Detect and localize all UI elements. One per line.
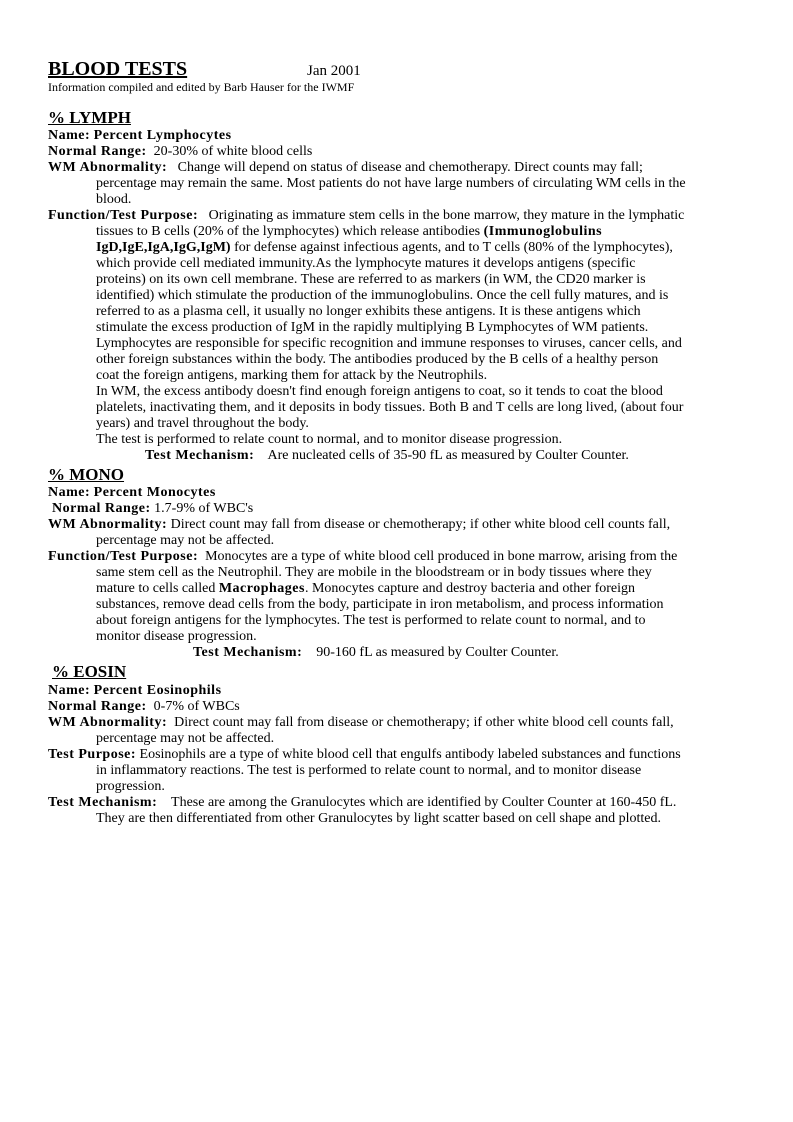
- value: Percent Monocytes: [93, 485, 216, 500]
- label: Test Purpose:: [48, 747, 137, 762]
- text-line: percentage may remain the same. Most patients do not have large numbers of circulating WM cells in the: [96, 176, 686, 191]
- text-line: blood.: [96, 192, 132, 207]
- text-line: percentage may not be affected.: [96, 731, 275, 746]
- text-line: [96, 581, 635, 597]
- text-line: [96, 224, 602, 240]
- name-row: [48, 128, 232, 144]
- text-line: In WM, the excess antibody doesn't find enough foreign antigens to coat, so it tends to coat the blood: [96, 384, 663, 399]
- range-row: [48, 699, 240, 715]
- label: Test Mechanism:: [145, 448, 255, 463]
- range-row: [52, 501, 253, 517]
- text-line: other foreign substances within the body. The antibodies produced by the B cells of a healthy person: [96, 352, 659, 367]
- section-heading: % LYMPH: [48, 108, 131, 127]
- name-row: [48, 485, 216, 501]
- text-line: coat the foreign antigens, marking them for attack by the Neutrophils.: [96, 368, 488, 383]
- text-line: Lymphocytes are responsible for specific recognition and immune responses to viruses, cancer cells, and: [96, 336, 682, 351]
- label: WM Abnormality:: [48, 715, 168, 730]
- text-line: years) and travel throughout the body.: [96, 416, 309, 431]
- text-line: identified) which stimulate the production of the immunoglobulins. Once the cell fully matures, and is: [96, 288, 669, 303]
- value: Percent Lymphocytes: [93, 128, 232, 143]
- bold-text: IgD,IgE,IgA,IgG,IgM): [96, 240, 231, 255]
- text-line: referred to as a plasma cell, it usually no longer exhibits these antigens. It is these antigens which: [96, 304, 641, 319]
- text: Direct count may fall from disease or chemotherapy; if other white blood cell counts fall,: [170, 517, 671, 532]
- text: for defense against infectious agents, and to T cells (80% of the lymphocytes),: [230, 240, 673, 255]
- label: Name:: [48, 485, 91, 500]
- label: WM Abnormality:: [48, 160, 168, 175]
- function-row: [48, 549, 677, 565]
- value: Percent Eosinophils: [93, 683, 222, 698]
- text-line: which provide cell mediated immunity.As the lymphocyte matures it develops antigens (specific: [96, 256, 636, 271]
- abnormality-row: [48, 715, 674, 731]
- value: 0-7% of WBCs: [153, 699, 240, 714]
- function-row: [48, 208, 684, 224]
- text: . Monocytes capture and destroy bacteria and other foreign: [304, 581, 636, 596]
- name-row: [48, 683, 222, 699]
- text-line: in inflammatory reactions. The test is performed to relate count to normal, and to monitor disease: [96, 763, 642, 778]
- text-line: substances, remove dead cells from the body, participate in iron metabolism, and process information: [96, 597, 664, 612]
- text-line: They are then differentiated from other Granulocytes by light scatter based on cell shape and plotted.: [96, 811, 661, 826]
- label: WM Abnormality:: [48, 517, 168, 532]
- section-heading: % EOSIN: [52, 662, 127, 681]
- text-line: platelets, inactivating them, and it deposits in body tissues. Both B and T cells are long lived, (about four: [96, 400, 684, 415]
- text-line: percentage may not be affected.: [96, 533, 275, 548]
- section-heading: % MONO: [48, 465, 125, 484]
- document-subtitle: Information compiled and edited by Barb Hauser for the IWMF: [48, 80, 355, 94]
- text-line: same stem cell as the Neutrophil. They are mobile in the bloodstream or in body tissues where they: [96, 565, 652, 580]
- text-line: progression.: [96, 779, 165, 794]
- text: tissues to B cells (20% of the lymphocytes) which release antibodies: [96, 224, 484, 239]
- text: mature to cells called: [96, 581, 219, 596]
- mechanism-row: [145, 448, 629, 464]
- value: 20-30% of white blood cells: [153, 144, 313, 159]
- label: Normal Range:: [52, 501, 151, 516]
- bold-text: (Immunoglobulins: [483, 224, 603, 239]
- text-line: [96, 240, 673, 256]
- text: Change will depend on status of disease and chemotherapy. Direct counts may fall;: [177, 160, 643, 175]
- text-line: stimulate the excess production of IgM in the rapidly multiplying B Lymphocytes of WM patients.: [96, 320, 649, 335]
- text: Monocytes are a type of white blood cell produced in bone marrow, arising from the: [205, 549, 678, 564]
- document-date: Jan 2001: [307, 63, 361, 79]
- label: Test Mechanism:: [48, 795, 158, 810]
- value: 1.7-9% of WBC's: [154, 501, 254, 516]
- label: Name:: [48, 128, 91, 143]
- label: Normal Range:: [48, 144, 147, 159]
- mechanism-row: [48, 795, 676, 811]
- label: Normal Range:: [48, 699, 147, 714]
- mechanism-row: [193, 645, 559, 661]
- text-line: The test is performed to relate count to normal, and to monitor disease progression.: [96, 432, 563, 447]
- label: Function/Test Purpose:: [48, 208, 199, 223]
- bold-text: Macrophages: [218, 581, 305, 596]
- value: Are nucleated cells of 35-90 fL as measured by Coulter Counter.: [267, 448, 629, 463]
- value: 90-160 fL as measured by Coulter Counter.: [316, 645, 559, 660]
- document-title: BLOOD TESTS: [48, 58, 188, 80]
- label: Name:: [48, 683, 91, 698]
- text-line: about foreign antigens for the lymphocytes. The test is performed to relate count to normal, and to: [96, 613, 646, 628]
- text-line: monitor disease progression.: [96, 629, 257, 644]
- label: Test Mechanism:: [193, 645, 303, 660]
- abnormality-row: [48, 517, 670, 533]
- range-row: [48, 144, 312, 160]
- label: Function/Test Purpose:: [48, 549, 199, 564]
- text: Direct count may fall from disease or chemotherapy; if other white blood cell counts fall,: [174, 715, 674, 730]
- text: Originating as immature stem cells in the bone marrow, they mature in the lymphatic: [208, 208, 685, 223]
- text-line: proteins) on its own cell membrane. These are referred to as markers (in WM, the CD20 marker is: [96, 272, 646, 287]
- purpose-row: [48, 747, 681, 763]
- text: Eosinophils are a type of white blood cell that engulfs antibody labeled substances and functions: [139, 747, 681, 762]
- text: These are among the Granulocytes which are identified by Coulter Counter at 160-450 fL.: [171, 795, 677, 810]
- abnormality-row: [48, 160, 643, 176]
